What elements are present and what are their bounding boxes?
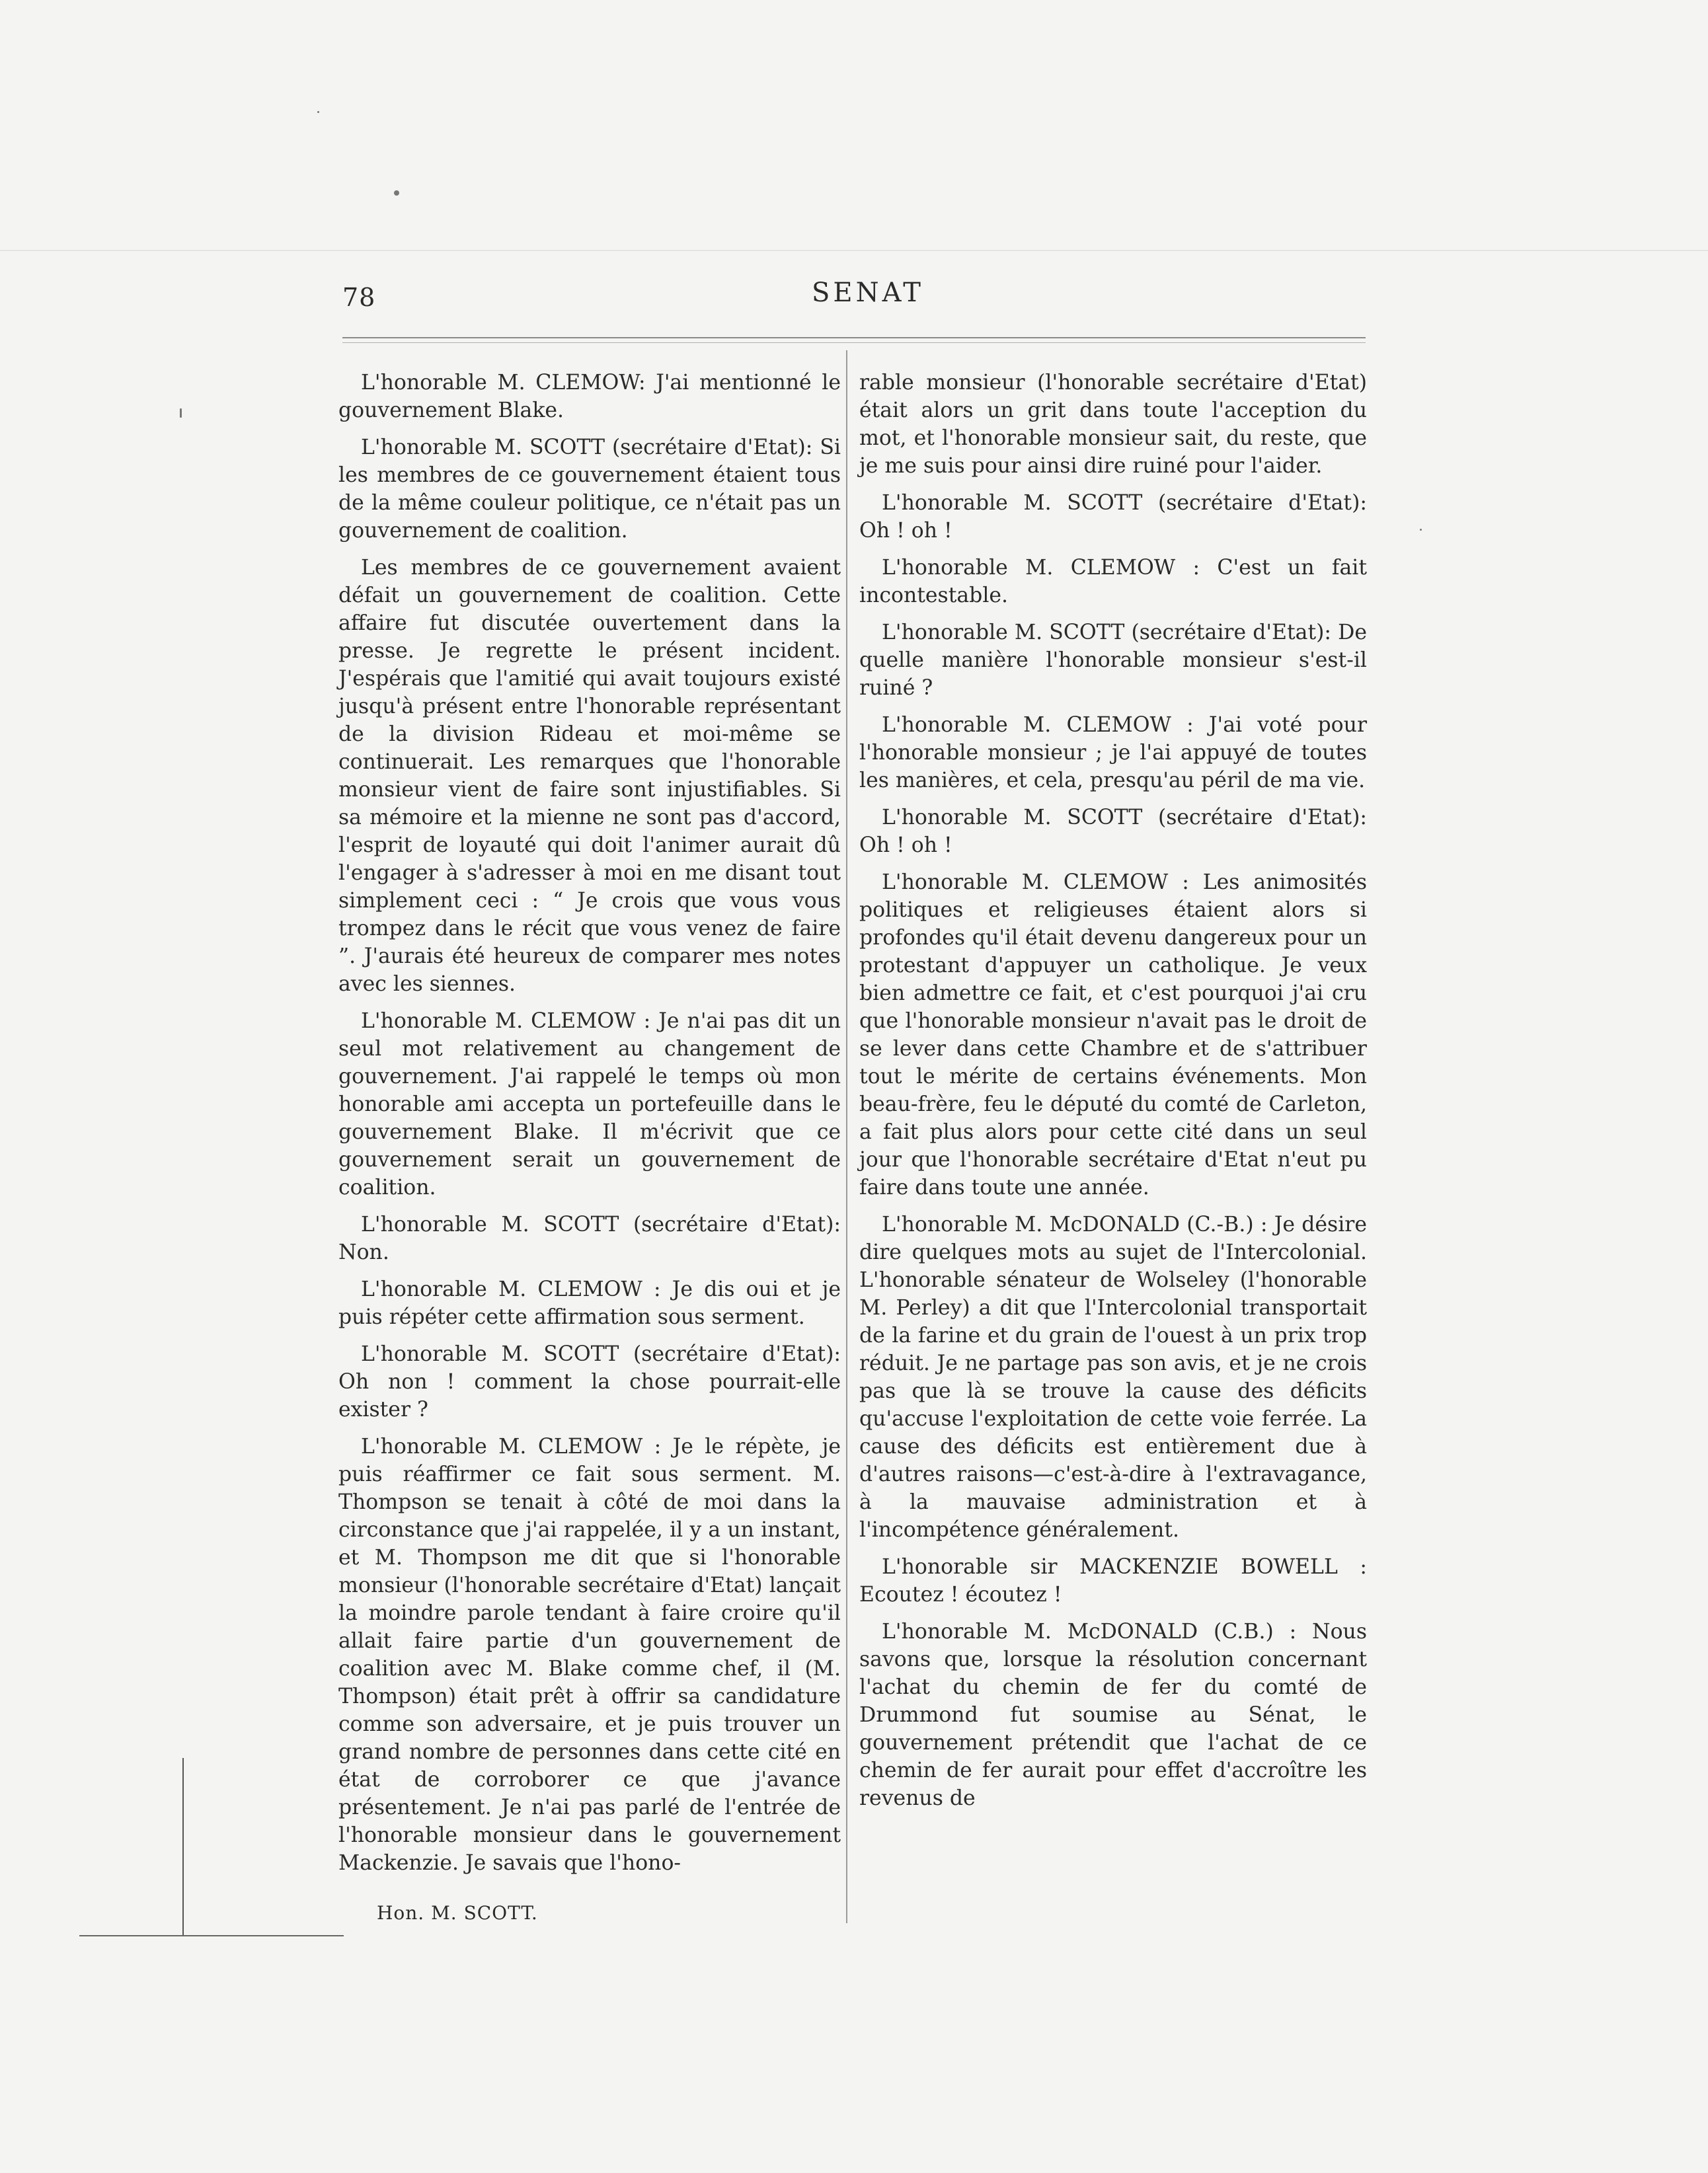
- page-footer: Hon. M. SCOTT.: [377, 1902, 538, 1924]
- bottom-rule: [79, 1935, 344, 1936]
- paragraph: L'honorable M. McDONALD (C.B.) : Nous savons que, lorsque la résolution concernant l'achat du chemin de fer du comté de Drummond fut soumise au Sénat, le gouvernement prétendit que l'achat de ce chemin de fer aurait pour effet d'accroître les revenus de: [859, 1620, 1367, 1810]
- scan-speck: [180, 408, 182, 418]
- page-number: 78: [342, 283, 376, 312]
- paragraph: L'honorable M. SCOTT (secrétaire d'Etat): Si les membres de ce gouvernement étaient tous de la même couleur politique, ce n'était pas un gouvernement de coalition.: [338, 436, 841, 543]
- running-head: SENAT: [812, 278, 924, 308]
- column-divider: [846, 350, 847, 1923]
- paragraph: L'honorable M. CLEMOW : Je n'ai pas dit un seul mot relativement au changement de gouvernement. J'ai rappelé le temps où mon honorable ami accepta un portefeuille dans le gouvernement Blake. Il m'écrivit que ce gouvernement serait un gouvernement de coalition.: [338, 1009, 841, 1200]
- paragraph: L'honorable M. CLEMOW: J'ai mentionné le gouvernement Blake.: [338, 371, 841, 422]
- scan-speck: [394, 190, 399, 196]
- paragraph: L'honorable M. CLEMOW : Je le répète, je puis réaffirmer ce fait sous serment. M. Thompson se tenait à côté de moi dans la circonstance que j'ai rappelée, il y a un instant, et M. Thompson me dit que si l'honorable monsieur (l'honorable secrétaire d'Etat) lançait la moindre parole tendant à faire croire qu'il allait faire partie d'un gouvernement de coalition avec M. Blake comme chef, il (M. Thompson) était prêt à offrir sa candidature comme son adversaire, et je puis trouver un grand nombre de personnes dans cette cité en état de corroborer ce que j'avance présentement. Je n'ai pas parlé de l'entrée de l'honorable monsieur dans le gouvernement Mackenzie. Je savais que l'hono-: [338, 1435, 841, 1875]
- scan-speck: [317, 111, 319, 113]
- paragraph: L'honorable M. CLEMOW : J'ai voté pour l'honorable monsieur ; je l'ai appuyé de toutes les manières, et cela, presqu'au péril de ma vie.: [859, 713, 1367, 792]
- scan-fold-line: [0, 250, 1708, 251]
- left-column: [338, 369, 841, 1886]
- paragraph: L'honorable M. CLEMOW : Je dis oui et je puis répéter cette affirmation sous serment.: [338, 1277, 841, 1329]
- paragraph: L'honorable M. SCOTT (secrétaire d'Etat): De quelle manière l'honorable monsieur s'est-il ruiné ?: [859, 621, 1367, 700]
- page-header: [0, 278, 1708, 317]
- paragraph: L'honorable sir MACKENZIE BOWELL : Ecoutez ! écoutez !: [859, 1555, 1367, 1607]
- paragraph: L'honorable M. CLEMOW : C'est un fait incontestable.: [859, 556, 1367, 607]
- paragraph-continued: rable monsieur (l'honorable secrétaire d'Etat) était alors un grit dans toute l'acception du mot, et l'honorable monsieur sait, du reste, que je me suis pour ainsi dire ruiné pour l'aider.: [859, 371, 1367, 478]
- paragraph: L'honorable M. SCOTT (secrétaire d'Etat): Oh ! oh !: [859, 806, 1367, 857]
- paragraph: L'honorable M. SCOTT (secrétaire d'Etat): Non.: [338, 1213, 841, 1264]
- header-rule: [342, 337, 1366, 338]
- margin-rule: [182, 1758, 184, 1936]
- paragraph: L'honorable M. CLEMOW : Les animosités politiques et religieuses étaient alors si profondes qu'il était devenu dangereux pour un protestant d'appuyer un catholique. Je veux bien admettre ce fait, et c'est pourquoi j'ai cru que l'honorable monsieur n'avait pas le droit de se lever dans cette Chambre et de s'attribuer tout le mérite de certains événements. Mon beau-frère, feu le député du comté de Carleton, a fait plus alors pour cette cité dans un seul jour que l'honorable secrétaire d'Etat n'eut pu faire dans toute une année.: [859, 870, 1367, 1200]
- paragraph: L'honorable M. SCOTT (secrétaire d'Etat): Oh non ! comment la chose pourrait-elle exister ?: [338, 1342, 841, 1422]
- paragraph: L'honorable M. McDONALD (C.-B.) : Je désire dire quelques mots au sujet de l'Intercolonial. L'honorable sénateur de Wolseley (l'honorable M. Perley) a dit que l'Intercolonial transportait de la farine et du grain de l'ouest à un prix trop réduit. Je ne partage pas son avis, et je ne crois pas que là se trouve la cause des déficits qu'accuse l'exploitation de cette voie ferrée. La cause des déficits est entièrement due à d'autres raisons—c'est-à-dire à l'extravagance, à la mauvaise administration et à l'incompétence généralement.: [859, 1213, 1367, 1542]
- paragraph: Les membres de ce gouvernement avaient défait un gouvernement de coalition. Cette affaire fut discutée ouvertement dans la presse. Je regrette le présent incident. J'espérais que l'amitié qui avait toujours existé jusqu'à présent entre l'honorable représentant de la division Rideau et moi-même se continuerait. Les remarques que l'honorable monsieur vient de faire sont injustifiables. Si sa mémoire et la mienne ne sont pas d'accord, l'esprit de loyauté qui doit l'animer aurait dû l'engager à s'adresser à moi en me disant tout simplement ceci : “ Je crois que vous vous trompez dans le récit que vous venez de faire ”. J'aurais été heureux de comparer mes notes avec les siennes.: [338, 556, 841, 996]
- scan-speck: [1420, 529, 1422, 531]
- right-column: [859, 369, 1367, 1821]
- header-rule-secondary: [342, 342, 1366, 343]
- paragraph: L'honorable M. SCOTT (secrétaire d'Etat): Oh ! oh !: [859, 491, 1367, 543]
